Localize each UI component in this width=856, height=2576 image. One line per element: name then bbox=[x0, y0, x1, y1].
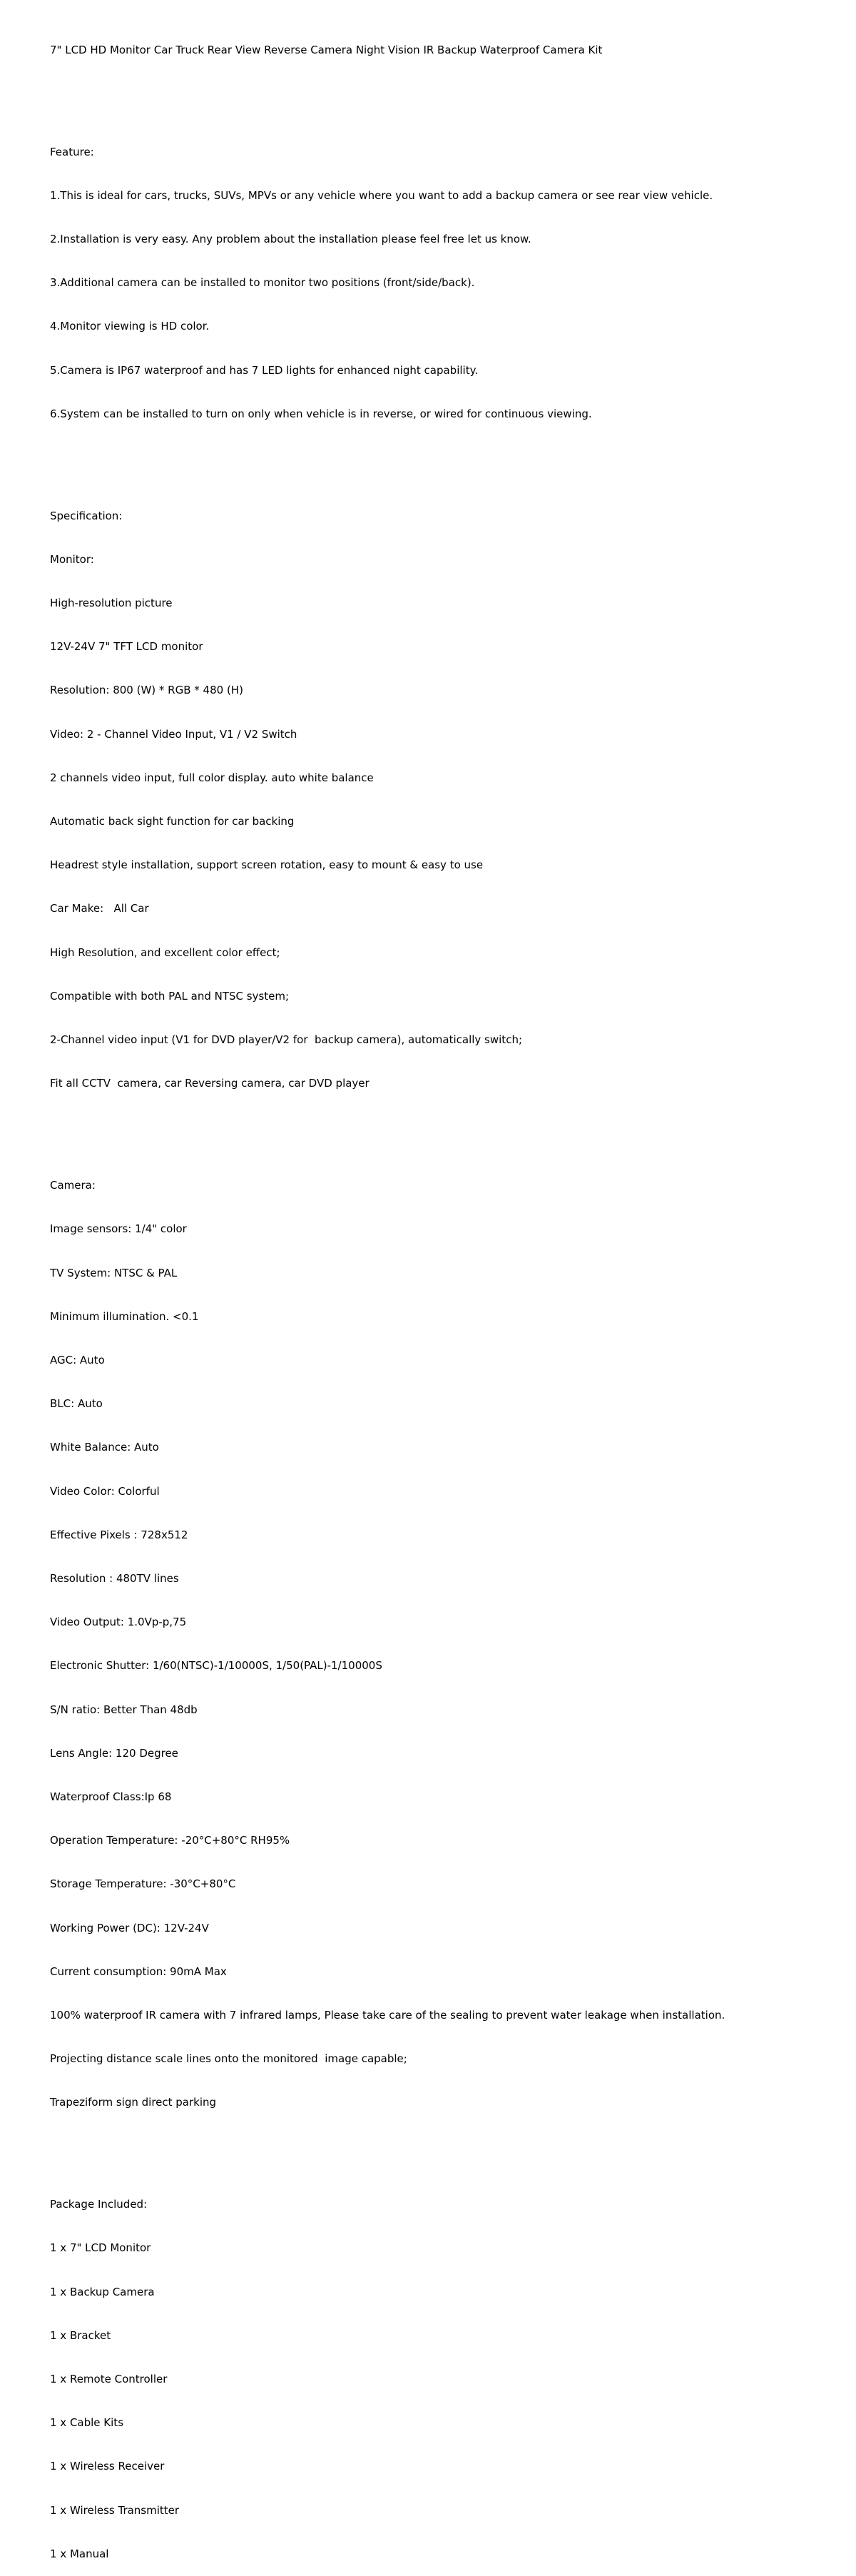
camera-spec-item: Working Power (DC): 12V-24V bbox=[50, 1921, 209, 1934]
package-item: 1 x Wireless Receiver bbox=[50, 2460, 165, 2473]
camera-spec-item: Video Output: 1.0Vp-p,75 bbox=[50, 1616, 187, 1629]
package-item: 1 x Cable Kits bbox=[50, 2416, 124, 2430]
camera-spec-item: Resolution : 480TV lines bbox=[50, 1571, 179, 1585]
camera-spec-item: Minimum illumination. <0.1 bbox=[50, 1309, 199, 1323]
monitor-heading: Monitor: bbox=[50, 552, 94, 566]
camera-heading: Camera: bbox=[50, 1179, 96, 1192]
camera-spec-item: S/N ratio: Better Than 48db bbox=[50, 1703, 198, 1716]
package-item: 1 x Remote Controller bbox=[50, 2373, 168, 2385]
feature-heading: Feature: bbox=[50, 145, 94, 158]
package-heading: Package Included: bbox=[50, 2198, 148, 2211]
spacer bbox=[50, 2139, 842, 2154]
feature-item: 1.This is ideal for cars, trucks, SUVs, MPVs or any vehicle where you want to add a backup camera or see rear view vehicle. bbox=[50, 188, 713, 202]
monitor-spec-item: Headrest style installation, support screen rotation, easy to mount & easy to use bbox=[50, 858, 484, 872]
camera-spec-item: Electronic Shutter: 1/60(NTSC)-1/10000S, 1/50(PAL)-1/10000S bbox=[50, 1659, 382, 1673]
camera-spec-item: Waterproof Class:Ip 68 bbox=[50, 1790, 172, 1803]
monitor-spec-item: Compatible with both PAL and NTSC system; bbox=[50, 989, 290, 1003]
monitor-spec-item: 2-Channel video input (V1 for DVD player/V2 for backup camera), automatically switch; bbox=[50, 1033, 522, 1047]
spacer bbox=[50, 86, 842, 101]
camera-spec-item: Projecting distance scale lines onto the monitored image capable; bbox=[50, 2052, 407, 2066]
specification-heading: Specification: bbox=[50, 509, 123, 522]
camera-spec-item: Trapeziform sign direct parking bbox=[50, 2096, 217, 2109]
camera-spec-item: BLC: Auto bbox=[50, 1397, 103, 1411]
camera-spec-item: Operation Temperature: -20°C+80°C RH95% bbox=[50, 1834, 290, 1847]
camera-spec-item: Video Color: Colorful bbox=[50, 1484, 160, 1498]
package-item: 1 x 7" LCD Monitor bbox=[50, 2241, 151, 2255]
camera-spec-item: AGC: Auto bbox=[50, 1353, 105, 1366]
feature-item: 3.Additional camera can be installed to monitor two positions (front/side/back). bbox=[50, 276, 475, 290]
camera-spec-item: Image sensors: 1/4" color bbox=[50, 1222, 187, 1236]
monitor-spec-item: Video: 2 - Channel Video Input, V1 / V2 Switch bbox=[50, 727, 297, 741]
monitor-spec-item: Resolution: 800 (W) * RGB * 480 (H) bbox=[50, 684, 243, 697]
camera-spec-item: Storage Temperature: -30°C+80°C bbox=[50, 1877, 236, 1891]
package-item: 1 x Wireless Transmitter bbox=[50, 2503, 180, 2517]
camera-spec-item: 100% waterproof IR camera with 7 infrared lamps, Please take care of the sealing to prevent water leakage when installation. bbox=[50, 2008, 725, 2022]
monitor-spec-item: Automatic back sight function for car backing bbox=[50, 815, 295, 828]
monitor-spec-item: High Resolution, and excellent color effect; bbox=[50, 945, 280, 959]
camera-spec-item: TV System: NTSC & PAL bbox=[50, 1266, 178, 1279]
feature-item: 2.Installation is very easy. Any problem about the installation please feel free let us know. bbox=[50, 233, 531, 246]
camera-spec-item: Current consumption: 90mA Max bbox=[50, 1964, 227, 1978]
product-description bbox=[50, 14, 842, 2576]
monitor-spec-item: 2 channels video input, full color display. auto white balance bbox=[50, 771, 374, 784]
package-item: 1 x Bracket bbox=[50, 2328, 111, 2342]
monitor-spec-item: High-resolution picture bbox=[50, 597, 173, 610]
camera-spec-item: White Balance: Auto bbox=[50, 1441, 159, 1454]
monitor-spec-item: 12V-24V 7" TFT LCD monitor bbox=[50, 640, 203, 654]
spacer bbox=[50, 450, 842, 465]
camera-spec-item: Lens Angle: 120 Degree bbox=[50, 1746, 178, 1760]
monitor-spec-item: Car Make: All Car bbox=[50, 902, 149, 916]
feature-item: 4.Monitor viewing is HD color. bbox=[50, 320, 210, 333]
spacer bbox=[50, 1120, 842, 1135]
package-item: 1 x Manual bbox=[50, 2547, 109, 2560]
package-item: 1 x Backup Camera bbox=[50, 2285, 155, 2298]
feature-item: 6.System can be installed to turn on only when vehicle is in reverse, or wired for continuous viewing. bbox=[50, 407, 592, 420]
monitor-spec-item: Fit all CCTV camera, car Reversing camera, car DVD player bbox=[50, 1077, 370, 1090]
feature-item: 5.Camera is IP67 waterproof and has 7 LED lights for enhanced night capability. bbox=[50, 363, 479, 377]
camera-spec-item: Effective Pixels : 728x512 bbox=[50, 1528, 188, 1541]
product-title: 7" LCD HD Monitor Car Truck Rear View Reverse Camera Night Vision IR Backup Waterproof Camera Kit bbox=[50, 43, 603, 56]
